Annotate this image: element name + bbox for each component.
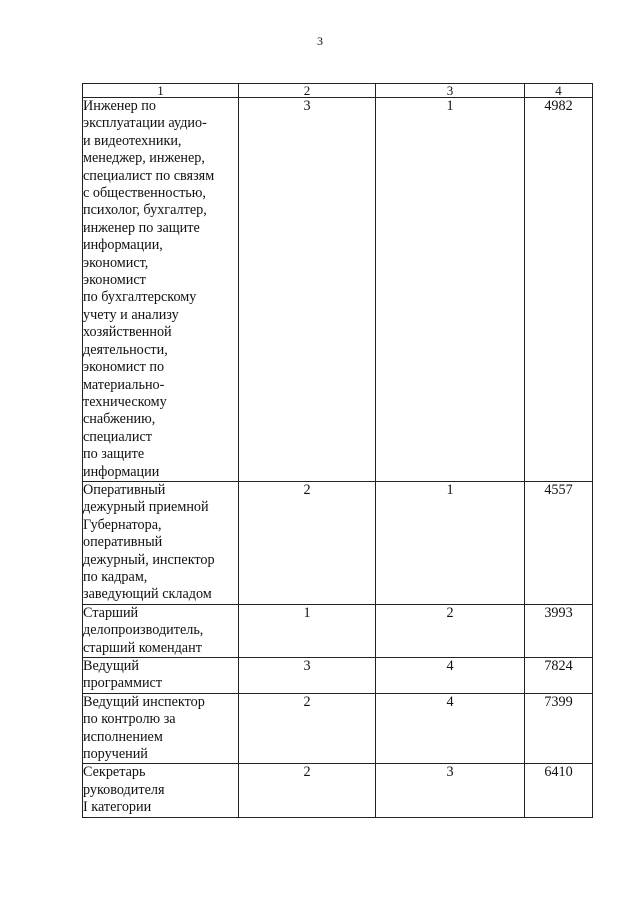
data-table (82, 83, 593, 818)
col3-cell: 4 (376, 658, 525, 694)
header-row (83, 84, 593, 98)
col4-cell: 3993 (525, 604, 593, 657)
column-header-3: 3 (376, 84, 525, 98)
table-row (83, 764, 593, 817)
column-header-4: 4 (525, 84, 593, 98)
column-header-1: 1 (83, 84, 239, 98)
table-row (83, 481, 593, 604)
table-header (83, 84, 593, 98)
page-number: 3 (317, 34, 323, 48)
col3-cell: 4 (376, 693, 525, 764)
table-row (83, 98, 593, 482)
position-cell: Ведущий инспектор по контролю за исполнением поручений (83, 693, 239, 764)
col2-cell: 2 (239, 693, 376, 764)
col4-cell: 7399 (525, 693, 593, 764)
position-cell: Старший делопроизводитель, старший комендант (83, 604, 239, 657)
col2-cell: 2 (239, 764, 376, 817)
table-body (83, 98, 593, 818)
col4-cell: 6410 (525, 764, 593, 817)
table-row (83, 658, 593, 694)
table-row (83, 604, 593, 657)
col2-cell: 3 (239, 658, 376, 694)
table-row (83, 693, 593, 764)
col4-cell: 4557 (525, 481, 593, 604)
col3-cell: 1 (376, 98, 525, 482)
col3-cell: 1 (376, 481, 525, 604)
col2-cell: 2 (239, 481, 376, 604)
col4-cell: 7824 (525, 658, 593, 694)
column-header-2: 2 (239, 84, 376, 98)
col2-cell: 3 (239, 98, 376, 482)
position-cell: Ведущий программист (83, 658, 239, 694)
col2-cell: 1 (239, 604, 376, 657)
col3-cell: 2 (376, 604, 525, 657)
position-cell: Оперативный дежурный приемной Губернатора, оперативный дежурный, инспектор по кадрам, заведующий складом (83, 481, 239, 604)
position-cell: Секретарь руководителя I категории (83, 764, 239, 817)
position-cell: Инженер по эксплуатации аудио- и видеотехники, менеджер, инженер, специалист по связям с общественностью, психолог, бухгалтер, инженер по защите информации, экономист, экономист по бухгалтерскому учету и анализу хозяйственной деятельности, экономист по материально- техническому снабжению, специалист по защите информации (83, 98, 239, 482)
col3-cell: 3 (376, 764, 525, 817)
col4-cell: 4982 (525, 98, 593, 482)
